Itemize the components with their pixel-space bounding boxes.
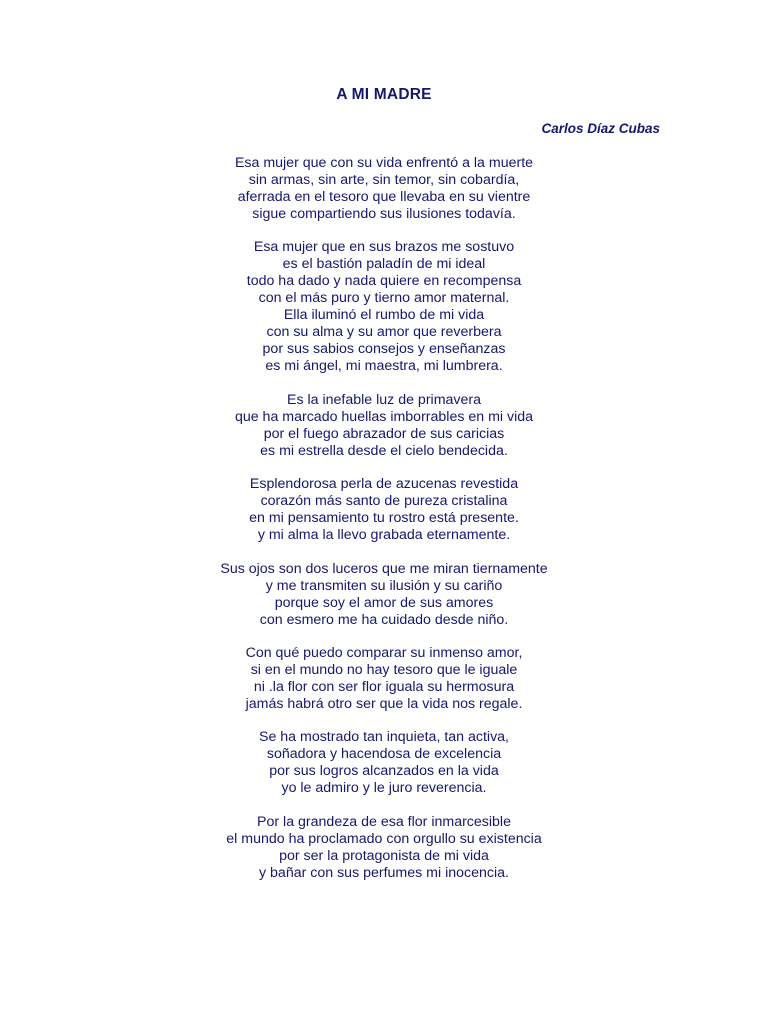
poem-line: y mi alma la llevo grabada eternamente. [257, 527, 511, 544]
poem-line: que ha marcado huellas imborrables en mi vida [234, 408, 534, 425]
poem-line: sigue compartiendo sus ilusiones todavía. [252, 206, 516, 222]
poem-line: porque soy el amor de sus amores [274, 594, 494, 611]
poem-line: corazón más santo de pureza cristalina [260, 493, 508, 510]
poem-line: el mundo ha proclamado con orgullo su existencia [226, 830, 542, 847]
poem-line: sin armas, sin arte, sin temor, sin cobardía, [248, 172, 520, 188]
poem-stanza [0, 729, 768, 797]
poem-stanza [0, 814, 768, 882]
poem-line: con su alma y su amor que reverbera [266, 324, 502, 341]
poem-line: Esplendorosa perla de azucenas revestida [249, 476, 519, 493]
poem-line: Esa mujer que con su vida enfrentó a la muerte [234, 155, 534, 171]
poem-line: es mi ángel, mi maestra, mi lumbrera. [265, 358, 503, 375]
poem-line: es el bastión paladín de mi ideal [282, 256, 486, 273]
poem-line: si en el mundo no hay tesoro que le iguale [250, 661, 518, 678]
poem-stanza [0, 561, 768, 629]
poem-line: yo le admiro y le juro reverencia. [281, 780, 487, 797]
poem-line: todo ha dado y nada quiere en recompensa [246, 273, 522, 290]
poem-line: soñadora y hacendosa de excelencia [266, 746, 502, 763]
poem-stanza [0, 476, 768, 544]
poem-title: A MI MADRE [336, 86, 432, 103]
poem-line: con esmero me ha cuidado desde niño. [259, 611, 509, 628]
poem-line: Es la inefable luz de primavera [287, 391, 481, 408]
poem-line: con el más puro y tierno amor maternal. [258, 290, 510, 307]
poem-line: y me transmiten su ilusión y su cariño [265, 577, 503, 594]
poem-stanza [0, 392, 768, 460]
poem-line: en mi pensamiento tu rostro está presente. [249, 510, 519, 527]
poem-line: Se ha mostrado tan inquieta, tan activa, [258, 729, 509, 746]
poem-line: es mi estrella desde el cielo bendecida. [260, 442, 508, 459]
poem-body [0, 155, 768, 898]
poem-line: aferrada en el tesoro que llevaba en su vientre [237, 189, 531, 205]
poem-line: Esa mujer que en sus brazos me sostuvo [253, 239, 515, 256]
poem-line: por sus sabios consejos y enseñanzas [262, 341, 506, 358]
poem-line: por sus logros alcanzados en la vida [269, 763, 499, 780]
poem-line: Con qué puedo comparar su inmenso amor, [245, 644, 523, 661]
poem-stanza [0, 239, 768, 375]
poem-line: Por la grandeza de esa flor inmarcesible [257, 813, 511, 830]
poem-line: ni .la flor con ser flor iguala su hermosura [253, 678, 515, 695]
poem-line: Ella iluminó el rumbo de mi vida [283, 307, 485, 324]
poem-line: por ser la protagonista de mi vida [279, 847, 489, 864]
poem-line: Sus ojos son dos luceros que me miran tiernamente [220, 560, 548, 577]
poem-line: jamás habrá otro ser que la vida nos regale. [245, 695, 523, 712]
poem-line: y bañar con sus perfumes mi inocencia. [259, 864, 509, 881]
poem-author: Carlos Díaz Cubas [541, 121, 660, 136]
poem-stanza [0, 155, 768, 223]
poem-stanza [0, 645, 768, 713]
poem-line: por el fuego abrazador de sus caricias [263, 425, 505, 442]
